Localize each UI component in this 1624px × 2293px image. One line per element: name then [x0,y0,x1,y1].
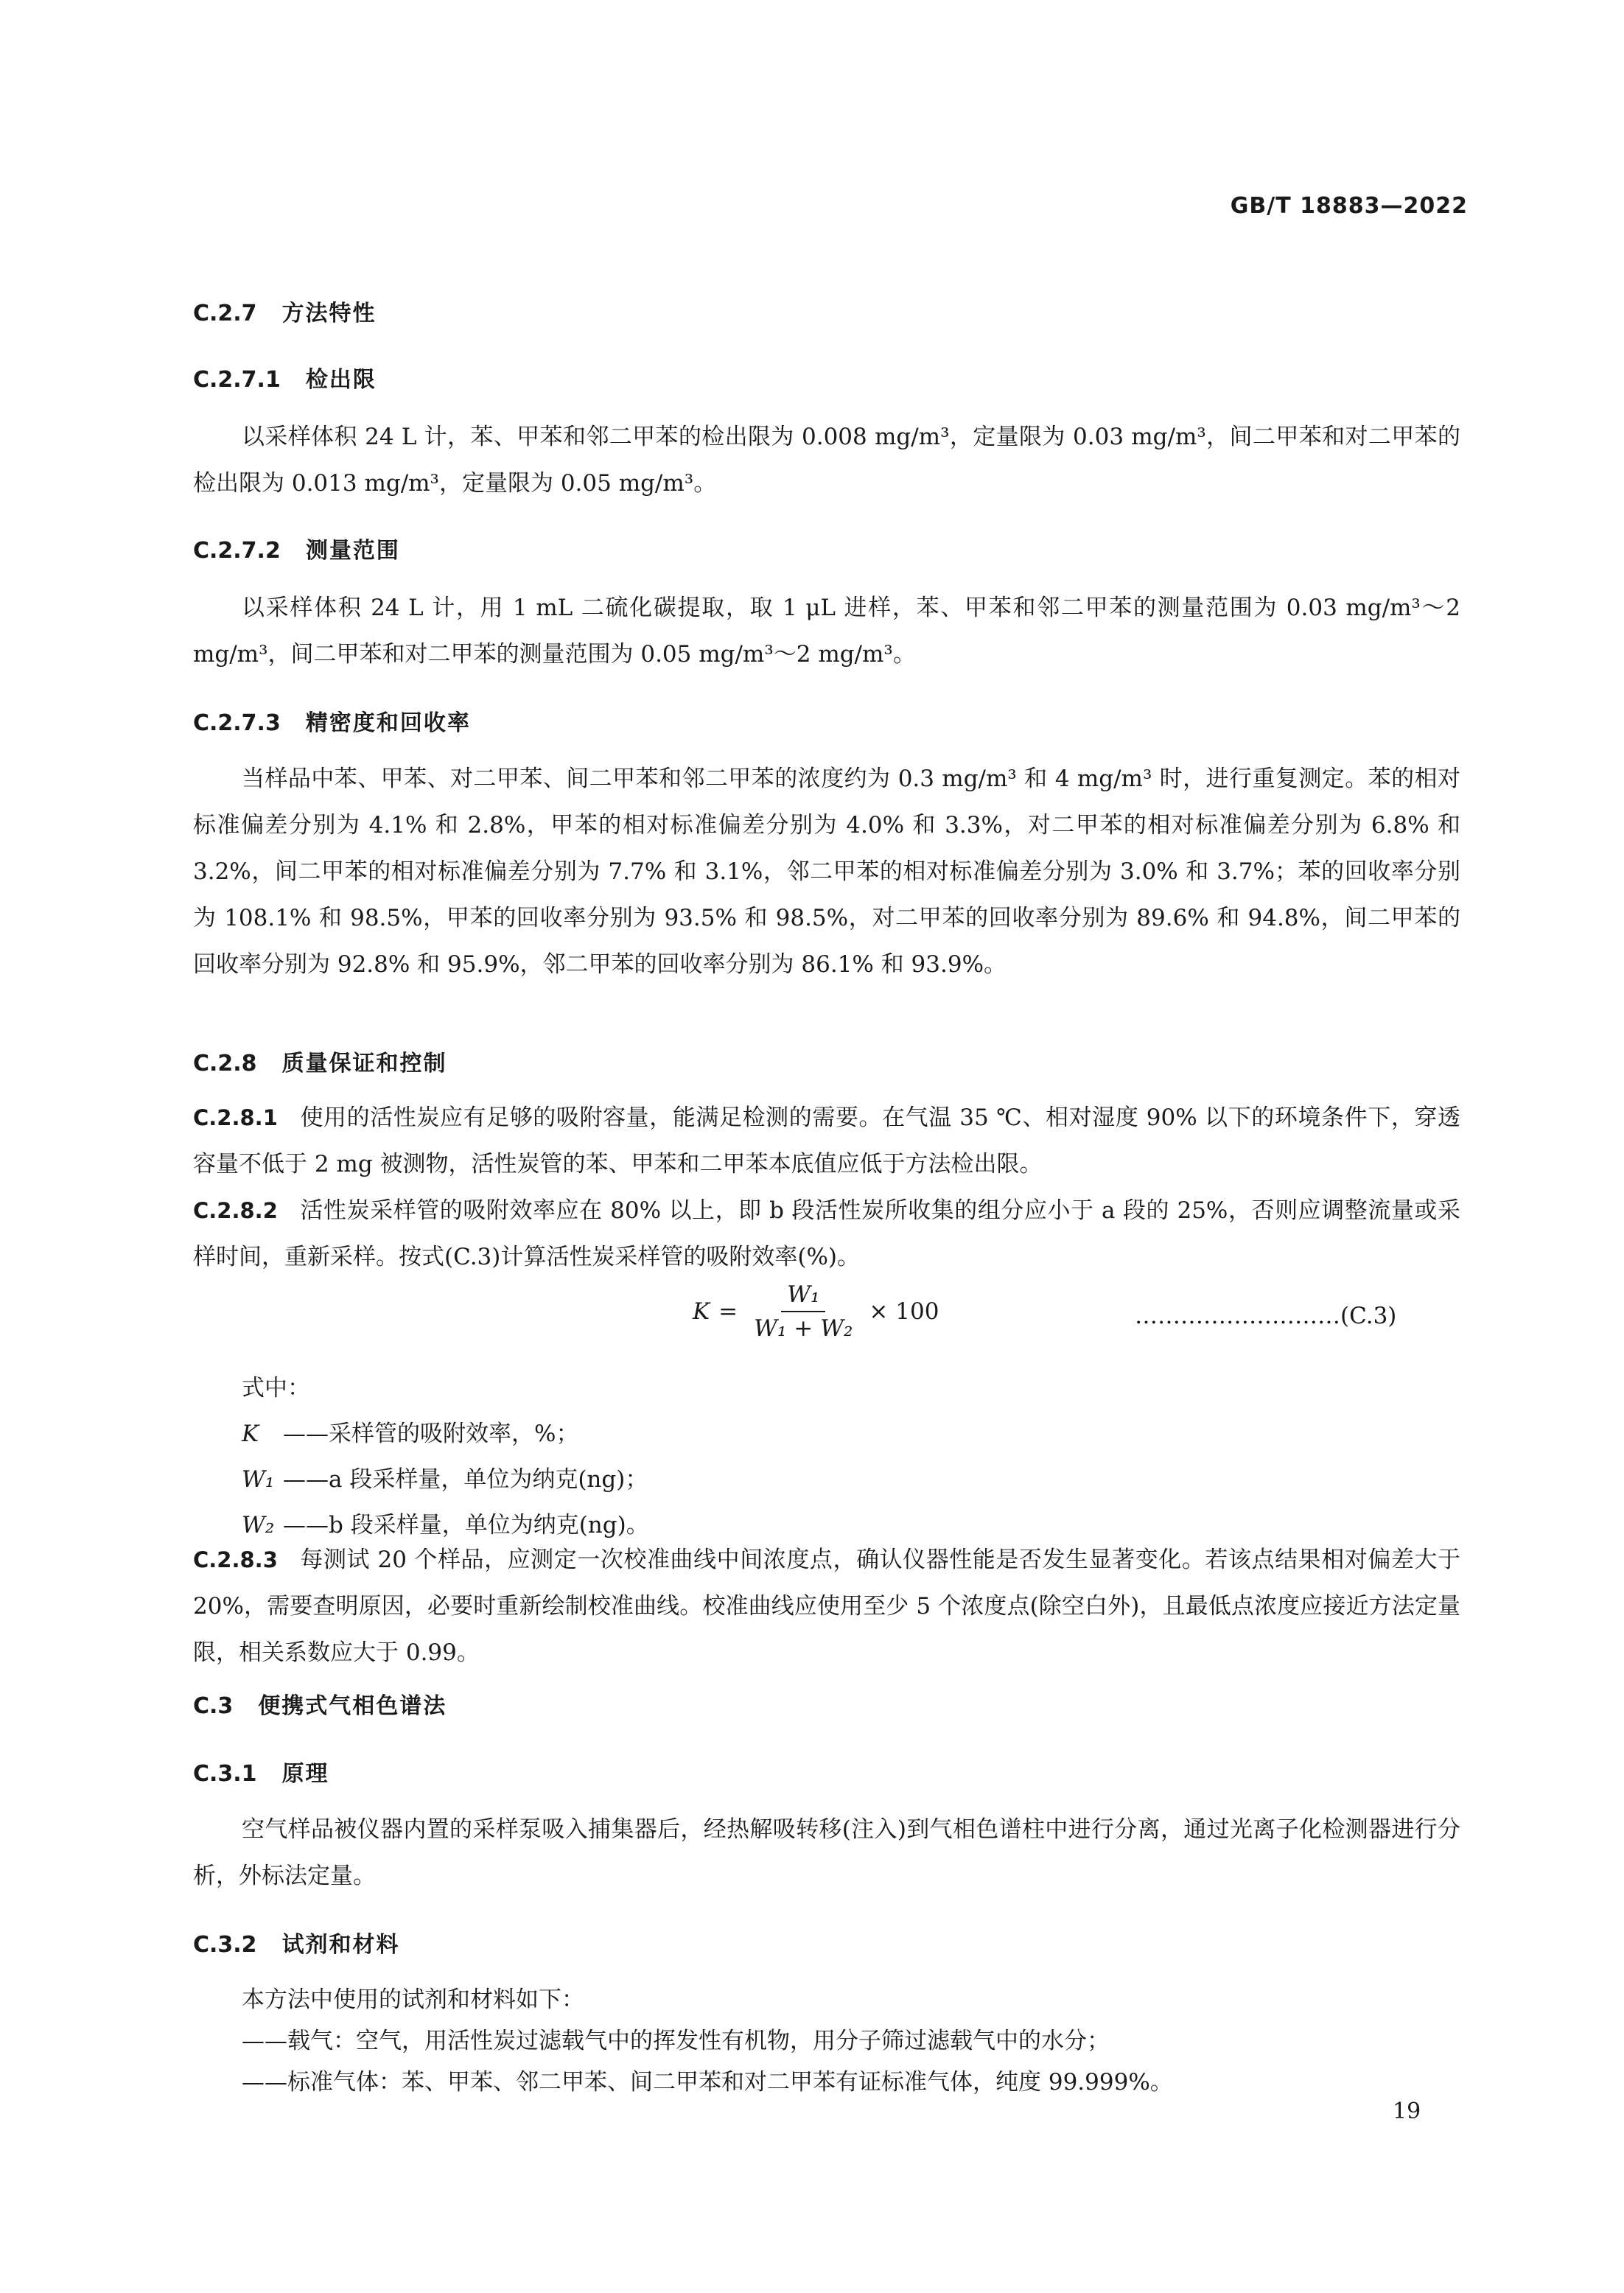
heading-title: 质量保证和控制 [281,1051,447,1077]
where-label: 式中： [242,1375,310,1401]
variable-desc: ——b 段采样量，单位为纳克(ng)。 [283,1512,649,1538]
heading-title: 试剂和材料 [281,1932,400,1958]
clause-number: C.2.8.2 [193,1198,278,1223]
heading-c27 [193,295,377,327]
formula-label: ………………………(C.3) [1135,1303,1397,1329]
paragraph-principle: 空气样品被仪器内置的采样泵吸入捕集器后，经热解吸转移(注入)到气相色谱柱中进行分离，通过光离子化检测器进行分析，外标法定量。 [193,1816,1460,1889]
clause-text: 每测试 20 个样品，应测定一次校准曲线中间浓度点，确认仪器性能是否发生显著变化。若该点结果相对偏差大于 20%，需要查明原因，必要时重新绘制校准曲线。校准曲线应使用至少 5 个浓度点(除空白外)，且最低点浓度应接近方法定量限，相关系数应大于 0.99。 [193,1547,1460,1666]
heading-title: 精密度和回收率 [305,710,471,736]
heading-number: C.2.7.3 [193,710,281,736]
heading-title: 测量范围 [305,538,400,564]
formula-fraction [748,1281,858,1342]
heading-c271 [193,361,377,393]
formula-lhs: K [693,1298,710,1325]
variable-w1 [242,1460,648,1494]
formula-denominator: W₁ + W₂ [754,1315,853,1342]
formula-c3 [693,1282,939,1341]
heading-number: C.3.1 [193,1761,257,1787]
heading-number: C.2.7 [193,301,257,326]
heading-number: C.2.8 [193,1051,257,1077]
clause-c282 [193,1188,1460,1281]
variable-desc: ——a 段采样量，单位为纳克(ng)； [283,1466,648,1493]
variable-k [242,1415,578,1448]
paragraph-detection-limit: 以采样体积 24 L 计，苯、甲苯和邻二甲苯的检出限为 0.008 mg/m³，定量限为 0.03 mg/m³，间二甲苯和对二甲苯的检出限为 0.013 mg/m³，定量限为 0.05 mg/m³。 [193,424,1460,497]
variable-symbol: W₁ [242,1466,275,1493]
clause-text: 活性炭采样管的吸附效率应在 80% 以上，即 b 段活性炭所收集的组分应小于 a 段的 25%，否则应调整流量或采样时间，重新采样。按式(C.3)计算活性炭采样管的吸附效率(%)。 [193,1197,1460,1270]
reagent-item: ——标准气体：苯、甲苯、邻二甲苯、间二甲苯和对二甲苯有证标准气体，纯度 99.999%。 [242,2069,1173,2096]
heading-number: C.2.7.2 [193,538,281,564]
formula-numerator: W₁ [781,1281,825,1312]
clause-c281 [193,1095,1460,1188]
clause-c283 [193,1537,1460,1676]
heading-c272 [193,532,400,564]
reagent-item: ——载气：空气，用活性炭过滤载气中的挥发性有机物，用分子筛过滤载气中的水分； [242,2028,1110,2054]
heading-number: C.3.2 [193,1932,257,1958]
page-number: 19 [1393,2098,1421,2124]
heading-title: 原理 [281,1761,329,1787]
heading-c28 [193,1045,447,1077]
heading-title: 方法特性 [281,301,377,326]
clause-number: C.2.8.3 [193,1547,278,1572]
variable-desc: ——采样管的吸附效率，%； [283,1421,579,1447]
heading-number: C.2.7.1 [193,367,281,393]
paragraph-precision: 当样品中苯、甲苯、对二甲苯、间二甲苯和邻二甲苯的浓度约为 0.3 mg/m³ 和 4 mg/m³ 时，进行重复测定。苯的相对标准偏差分别为 4.1% 和 2.8%，甲苯的相对标准偏差分别为 4.0% 和 3.3%，对二甲苯的相对标准偏差分别为 6.8% 和 3.2%，间二甲苯的相对标准偏差分别为 7.7% 和 3.1%，邻二甲苯的相对标准偏差分别为 3.0% 和 3.7%；苯的回收率分别为 108.1% 和 98.5%，甲苯的回收率分别为 93.5% 和 98.5%，对二甲苯的回收率分别为 89.6% 和 94.8%，间二甲苯的回收率分别为 92.8% 和 95.9%，邻二甲苯的回收率分别为 86.1% 和 93.9%。 [193,766,1460,978]
clause-text: 使用的活性炭应有足够的吸附容量，能满足检测的需要。在气温 35 ℃、相对湿度 90% 以下的环境条件下，穿透容量不低于 2 mg 被测物，活性炭管的苯、甲苯和二甲苯本底值应低于方法检出限。 [193,1105,1460,1177]
formula-multiplier: × 100 [869,1298,939,1325]
variable-symbol: K [242,1421,259,1447]
heading-c3 [193,1687,447,1720]
heading-title: 便携式气相色谱法 [258,1693,447,1719]
clause-number: C.2.8.1 [193,1105,278,1130]
variable-w2 [242,1506,649,1539]
paragraph-range: 以采样体积 24 L 计，用 1 mL 二硫化碳提取，取 1 μL 进样，苯、甲苯和邻二甲苯的测量范围为 0.03 mg/m³～2 mg/m³，间二甲苯和对二甲苯的测量范围为 0.05 mg/m³～2 mg/m³。 [193,595,1460,668]
heading-number: C.3 [193,1693,234,1719]
heading-c32 [193,1926,400,1958]
heading-title: 检出限 [305,367,377,393]
heading-c31 [193,1755,329,1788]
formula-equals: = [718,1298,738,1325]
heading-c273 [193,704,471,737]
reagents-intro: 本方法中使用的试剂和材料如下： [242,1986,584,2013]
variable-symbol: W₂ [242,1512,275,1538]
standard-code: GB/T 18883—2022 [1230,193,1468,219]
